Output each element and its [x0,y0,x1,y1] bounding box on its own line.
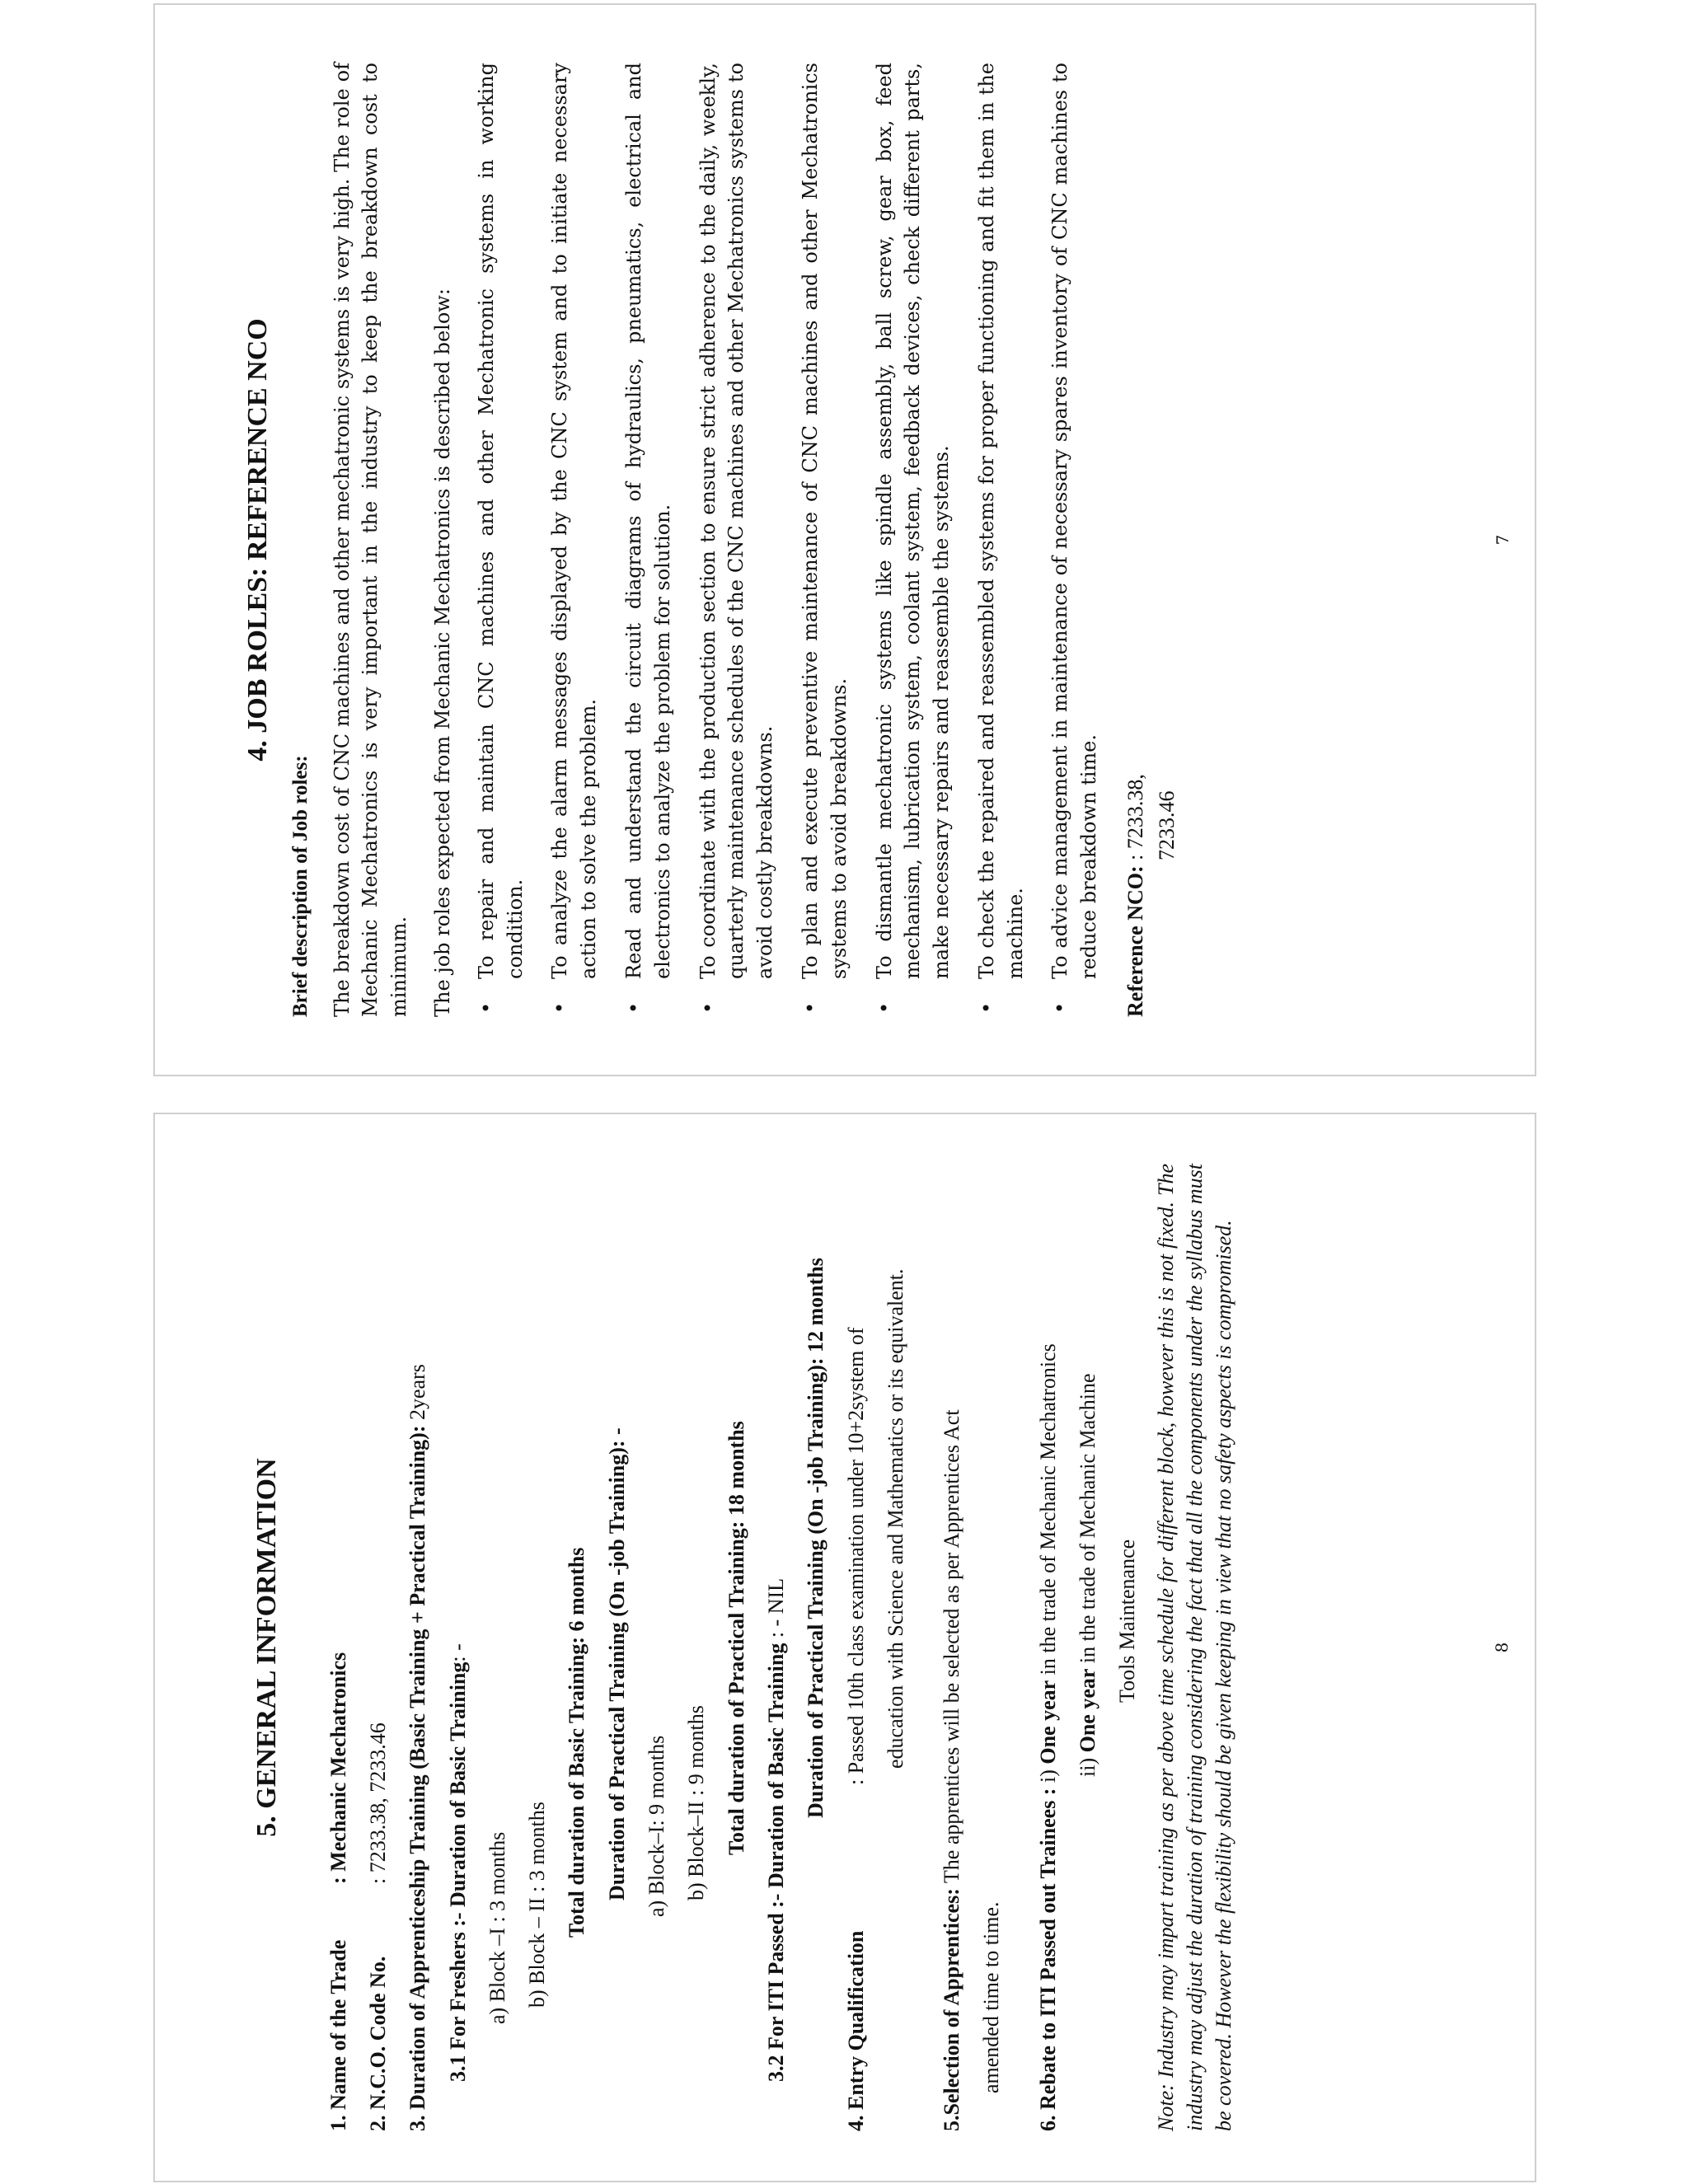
selection-row [935,1164,968,2131]
duration-value: 2years [406,1364,430,1420]
role-text: To advice management in maintenance of necessary spares inventory of CNC machines to reduce breakdown time. [1048,63,1101,979]
page-number-7: 7 [1493,534,1512,546]
basic-block-2: b) Block – II : 3 months [525,1802,550,2008]
selection-value-2: amended time to time. [979,1901,1004,2093]
rebate-label: 6. Rebate to ITI Passed out Trainees : [1035,1788,1060,2131]
reference-nco-first: : 7233.38, [1123,774,1148,860]
page-7-heading: 4. JOB ROLES: REFERENCE NCO [242,318,273,762]
freshers-suffix: : - [445,1643,470,1662]
entry-value-2: education with Science and Mathematics or its equivalent. [883,1268,907,1769]
bullet-icon: • [474,1001,498,1014]
page-7 [155,5,1535,1075]
duration-row [401,1164,434,2131]
job-roles-list [472,63,1104,1017]
trade-name-row [322,1164,355,2131]
selection-value-1: The apprentices will be selected as per Apprentices Act [940,1409,964,1884]
practical-heading: Duration of Practical Training (On -job Training): - [604,1427,629,1900]
iti-practical: Duration of Practical Training (On -job Training): 12 months [804,1258,828,1818]
bullet-icon: • [696,1001,720,1014]
role-text: To analyze the alarm messages displayed by the CNC system and to initiate necessary action to solve the problem. [548,63,601,979]
job-roles-lead: The job roles expected from Mechanic Mechatronics is described below: [430,288,454,1017]
freshers-row [442,1164,475,2131]
page-8-frame [153,1113,1536,2182]
entry-label: 4. Entry Qualification [843,1930,868,2131]
selection-label: 5.Selection of Apprentices: [940,1888,964,2131]
list-item [620,63,678,1017]
entry-row [840,1164,873,2131]
bullet-icon: • [872,1001,896,1014]
reference-nco-label: Reference NCO [1123,873,1148,1017]
list-item [472,63,530,1017]
bullet-icon: • [548,1001,572,1014]
reference-nco: Reference NCO: : 7233.38, [1123,774,1148,1017]
bullet-icon: • [621,1001,645,1014]
job-roles-subheading: Brief description of Job roles: [289,755,312,1017]
role-text: To coordinate with the production section to ensure strict adherence to the daily, weekly, quarterly maintenance schedules of the CNC machines and other Mechatronics systems to avoid costly breakdowns. [696,63,777,979]
list-item [546,63,603,1017]
iti-value: : - NIL [763,1577,788,1638]
nco-code-row [362,1164,395,2131]
list-item [973,63,1030,1017]
role-text: Read and understand the circuit diagrams of hydraulics, pneumatics, electrical and electronics to analyze the problem for solution. [621,63,674,979]
rebate-ii-bold: One year [1076,1668,1100,1753]
role-text: To check the repaired and reassembled systems for proper functioning and fit them in the machine. [974,63,1027,979]
role-text: To plan and execute preventive maintenance of CNC machines and other Mechatronics systems to avoid breakdowns. [798,63,851,979]
freshers-label: 3.1 For Freshers :- Duration of Basic Training [445,1661,470,2082]
page-8 [155,1114,1535,2181]
iti-row [760,1164,793,2131]
list-item [796,63,854,1017]
trade-name-label: 1. Name of the Trade [326,1939,350,2131]
role-text: To repair and maintain CNC machines and other Mechatronic systems in working condition. [474,63,527,979]
list-item [694,63,780,1017]
basic-block-1: a) Block –I : 3 months [485,1831,509,2024]
bullet-icon: • [1048,1001,1072,1014]
rebate-ii-prefix: ii) [1076,1757,1100,1777]
entry-value-1: : Passed 10th class examination under 10+2system of [843,1327,868,1785]
rebate-i-prefix: i) [1035,1769,1060,1783]
rebate-ii-rest: in the trade of Mechanic Machine [1076,1373,1100,1664]
rebate-row [1032,1164,1065,2131]
basic-total: Total duration of Basic Training: 6 months [565,1547,589,1938]
practical-block-2: b) Block–II : 9 months [684,1705,709,1900]
nco-code-value: : 7233.38, 7233.46 [365,1722,390,1884]
reference-nco-second: 7233.46 [1154,790,1179,860]
page-8-heading: 5. GENERAL INFORMATION [251,1458,282,1837]
practical-block-1: a) Block–I: 9 months [645,1735,669,1917]
rebate-ii-cont: Tools Maintenance [1115,1539,1140,1703]
rebate-i-bold: One year [1035,1680,1060,1765]
nco-code-label: 2. N.C.O. Code No. [365,1956,390,2131]
bullet-icon: • [974,1001,998,1014]
job-roles-intro: The breakdown cost of CNC machines and other mechatronic systems is very high. The role of Mechanic Mechatronics is very important in the industry to keep the breakdown cost to minimum. [330,63,411,1017]
page-7-frame [153,3,1536,1076]
iti-label: 3.2 For ITI Passed :- Duration of Basic Training [763,1643,788,2082]
rebate-ii-row [1071,1164,1104,2131]
note-paragraph: Note: Industry may impart training as per above time schedule for different block, however this is not fixed. The industry may adjust the duration of training considering the fact that all the components under the syllabus must be covered. However the flexibility should be given keeping in view that no safety aspects is compromised. [1153,1164,1236,2131]
list-item [870,63,956,1017]
practical-total: Total duration of Practical Training: 18 months [724,1421,748,1855]
trade-name-value: : Mechanic Mechatronics [326,1652,350,1884]
bullet-icon: • [798,1001,822,1014]
rebate-i-rest: in the trade of Mechanic Mechatronics [1035,1343,1060,1675]
duration-label: 3. Duration of Apprenticeship Training (Basic Training + Practical Training): [406,1425,430,2131]
page-number-8: 8 [1492,1642,1512,1653]
list-item [1046,63,1104,1017]
role-text: To dismantle mechatronic systems like spindle assembly, ball screw, gear box, feed mechanism, lubrication system, coolant system, feedback devices, check different parts, make necessary repairs and reassemble the systems. [872,63,954,979]
